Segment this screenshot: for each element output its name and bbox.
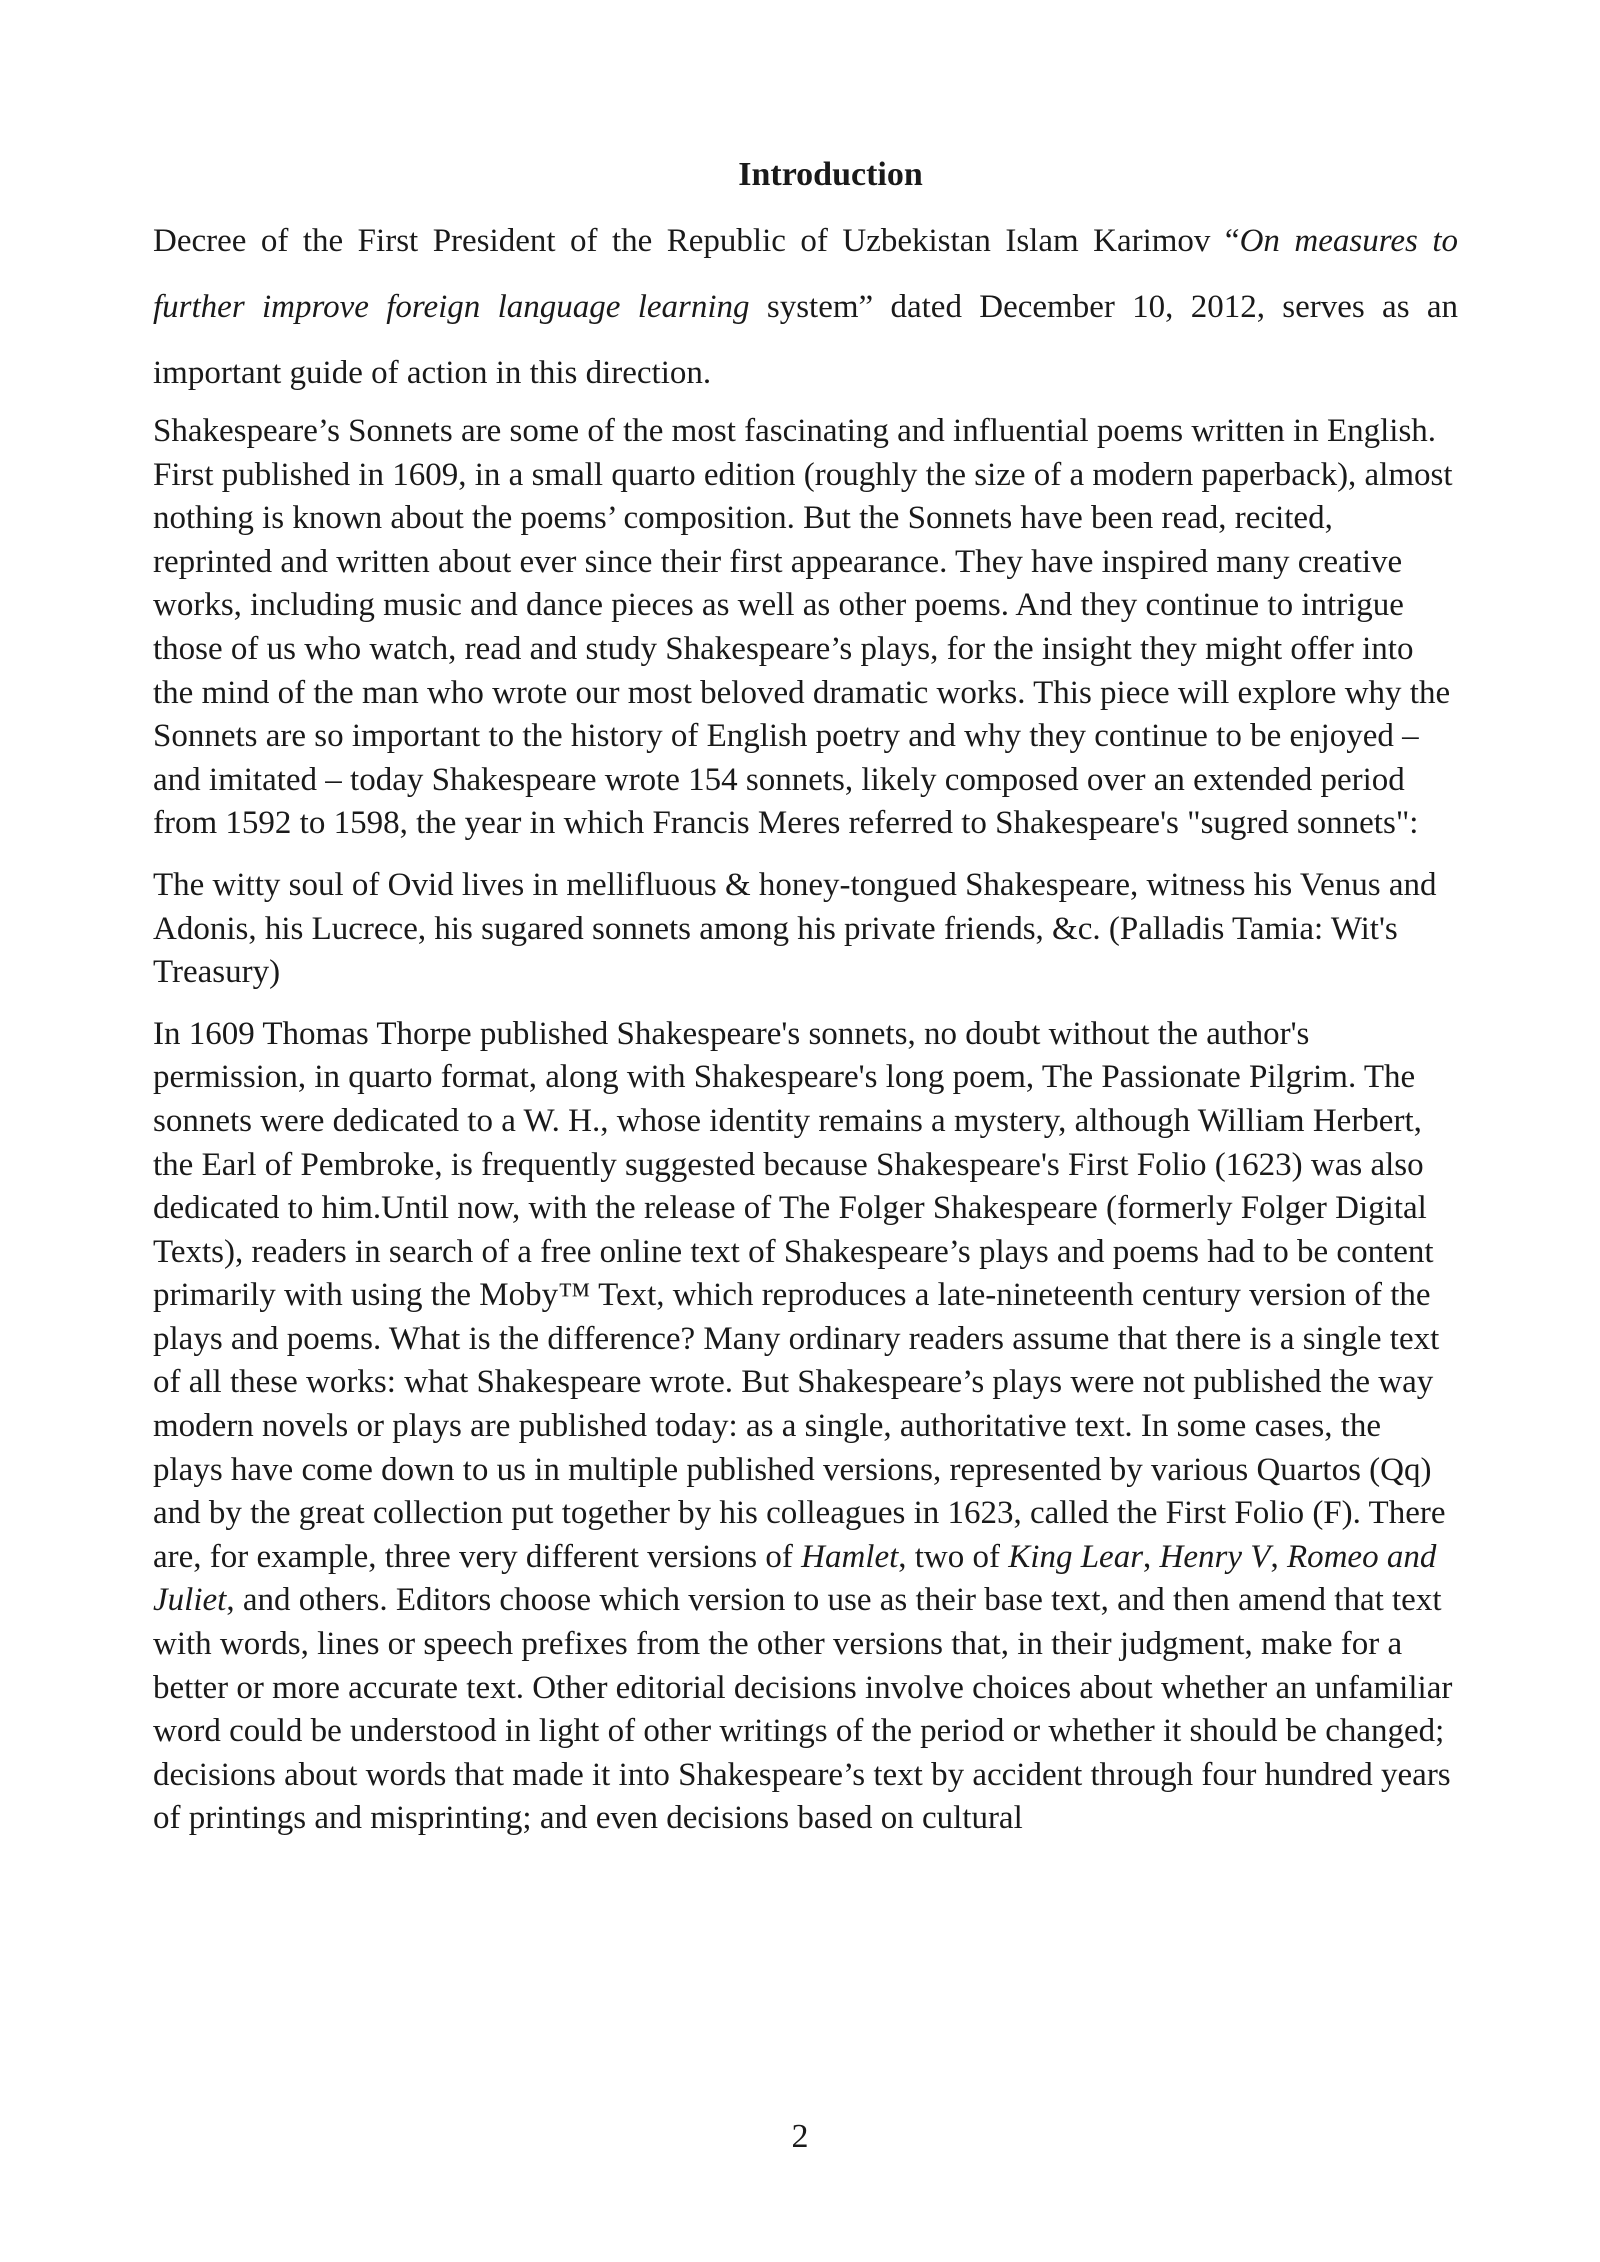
intro-text-end: system” dated December 10, 2012, serves as an important guide of action in this direction. <box>153 289 1458 391</box>
document-page <box>153 150 1458 1859</box>
page-number: 2 <box>791 2118 809 2155</box>
title-henry-v: Henry V <box>1159 1538 1271 1575</box>
thorpe-sep-3: , <box>1270 1538 1287 1575</box>
thorpe-text-end: , and others. Editors choose which version to use as their base text, and then amend that text with words, lines or speech prefixes from the other versions that, in their judgment, make for a better or more accurate text. Other editorial decisions involve choices about whether an unfamiliar word could be understood in light of other writings of the period or whether it should be changed; decisions about words that made it into Shakespeare’s text by accident through four hundred years of printings and misprinting; and even decisions based on cultural <box>153 1582 1453 1837</box>
intro-paragraph <box>153 208 1458 406</box>
thorpe-text-start: In 1609 Thomas Thorpe published Shakespeare's sonnets, no doubt without the author's permission, in quarto format, along with Shakespeare's long poem, The Passionate Pilgrim. The sonnets were dedicated to a W. H., whose identity remains a mystery, although William Herbert, the Earl of Pembroke, is frequently suggested because Shakespeare's First Folio (1623) was also dedicated to him.Until now, with the release of The Folger Shakespeare (formerly Folger Digital Texts), readers in search of a free online text of Shakespeare’s plays and poems had to be content primarily with using the Moby™ Text, which reproduces a late-nineteenth century version of the plays and poems. What is the difference? Many ordinary readers assume that there is a single text of all these works: what Shakespeare wrote. But Shakespeare’s plays were not published the way modern novels or plays are published today: as a single, authoritative text. In some cases, the plays have come down to us in multiple published versions, represented by various Quartos (Qq) and by the great collection put together by his colleagues in 1623, called the First Folio (F). There are, for example, three very different versions of <box>153 1015 1446 1575</box>
thorpe-sep-1: , two of <box>898 1538 1009 1575</box>
title-king-lear: King Lear <box>1008 1538 1144 1575</box>
intro-text-start: Decree of the First President of the Republic of Uzbekistan Islam Karimov “ <box>153 223 1240 259</box>
quote-paragraph: The witty soul of Ovid lives in mellifluous & honey-tongued Shakespeare, witness his Venus and Adonis, his Lucrece, his sugared sonnets among his private friends, &c. (Palladis Tamia: Wit's Treasury) <box>153 866 1437 991</box>
title-romeo-and-juliet: Romeo and Juliet <box>153 1538 1437 1619</box>
thorpe-sep-2: , <box>1143 1538 1160 1575</box>
thorpe-paragraph <box>153 1013 1458 1841</box>
sonnets-paragraph: Shakespeare’s Sonnets are some of the most fascinating and influential poems written in English. First published in 1609, in a small quarto edition (roughly the size of a modern paperback), almost nothing is known about the poems’ composition. But the Sonnets have been read, recited, reprinted and written about ever since their first appearance. They have inspired many creative works, including music and dance pieces as well as other poems. And they continue to intrigue those of us who watch, read and study Shakespeare’s plays, for the insight they might offer into the mind of the man who wrote our most beloved dramatic works. This piece will explore why the Sonnets are so important to the history of English poetry and why they continue to be enjoyed – and imitated – today Shakespeare wrote 154 sonnets, likely composed over an extended period from 1592 to 1598, the year in which Francis Meres referred to Shakespeare's "sugred sonnets": <box>153 413 1453 842</box>
title-hamlet: Hamlet <box>801 1538 899 1575</box>
page-title: Introduction <box>738 156 923 193</box>
intro-decree-title: On measures to further improve foreign language learning <box>153 223 1458 325</box>
